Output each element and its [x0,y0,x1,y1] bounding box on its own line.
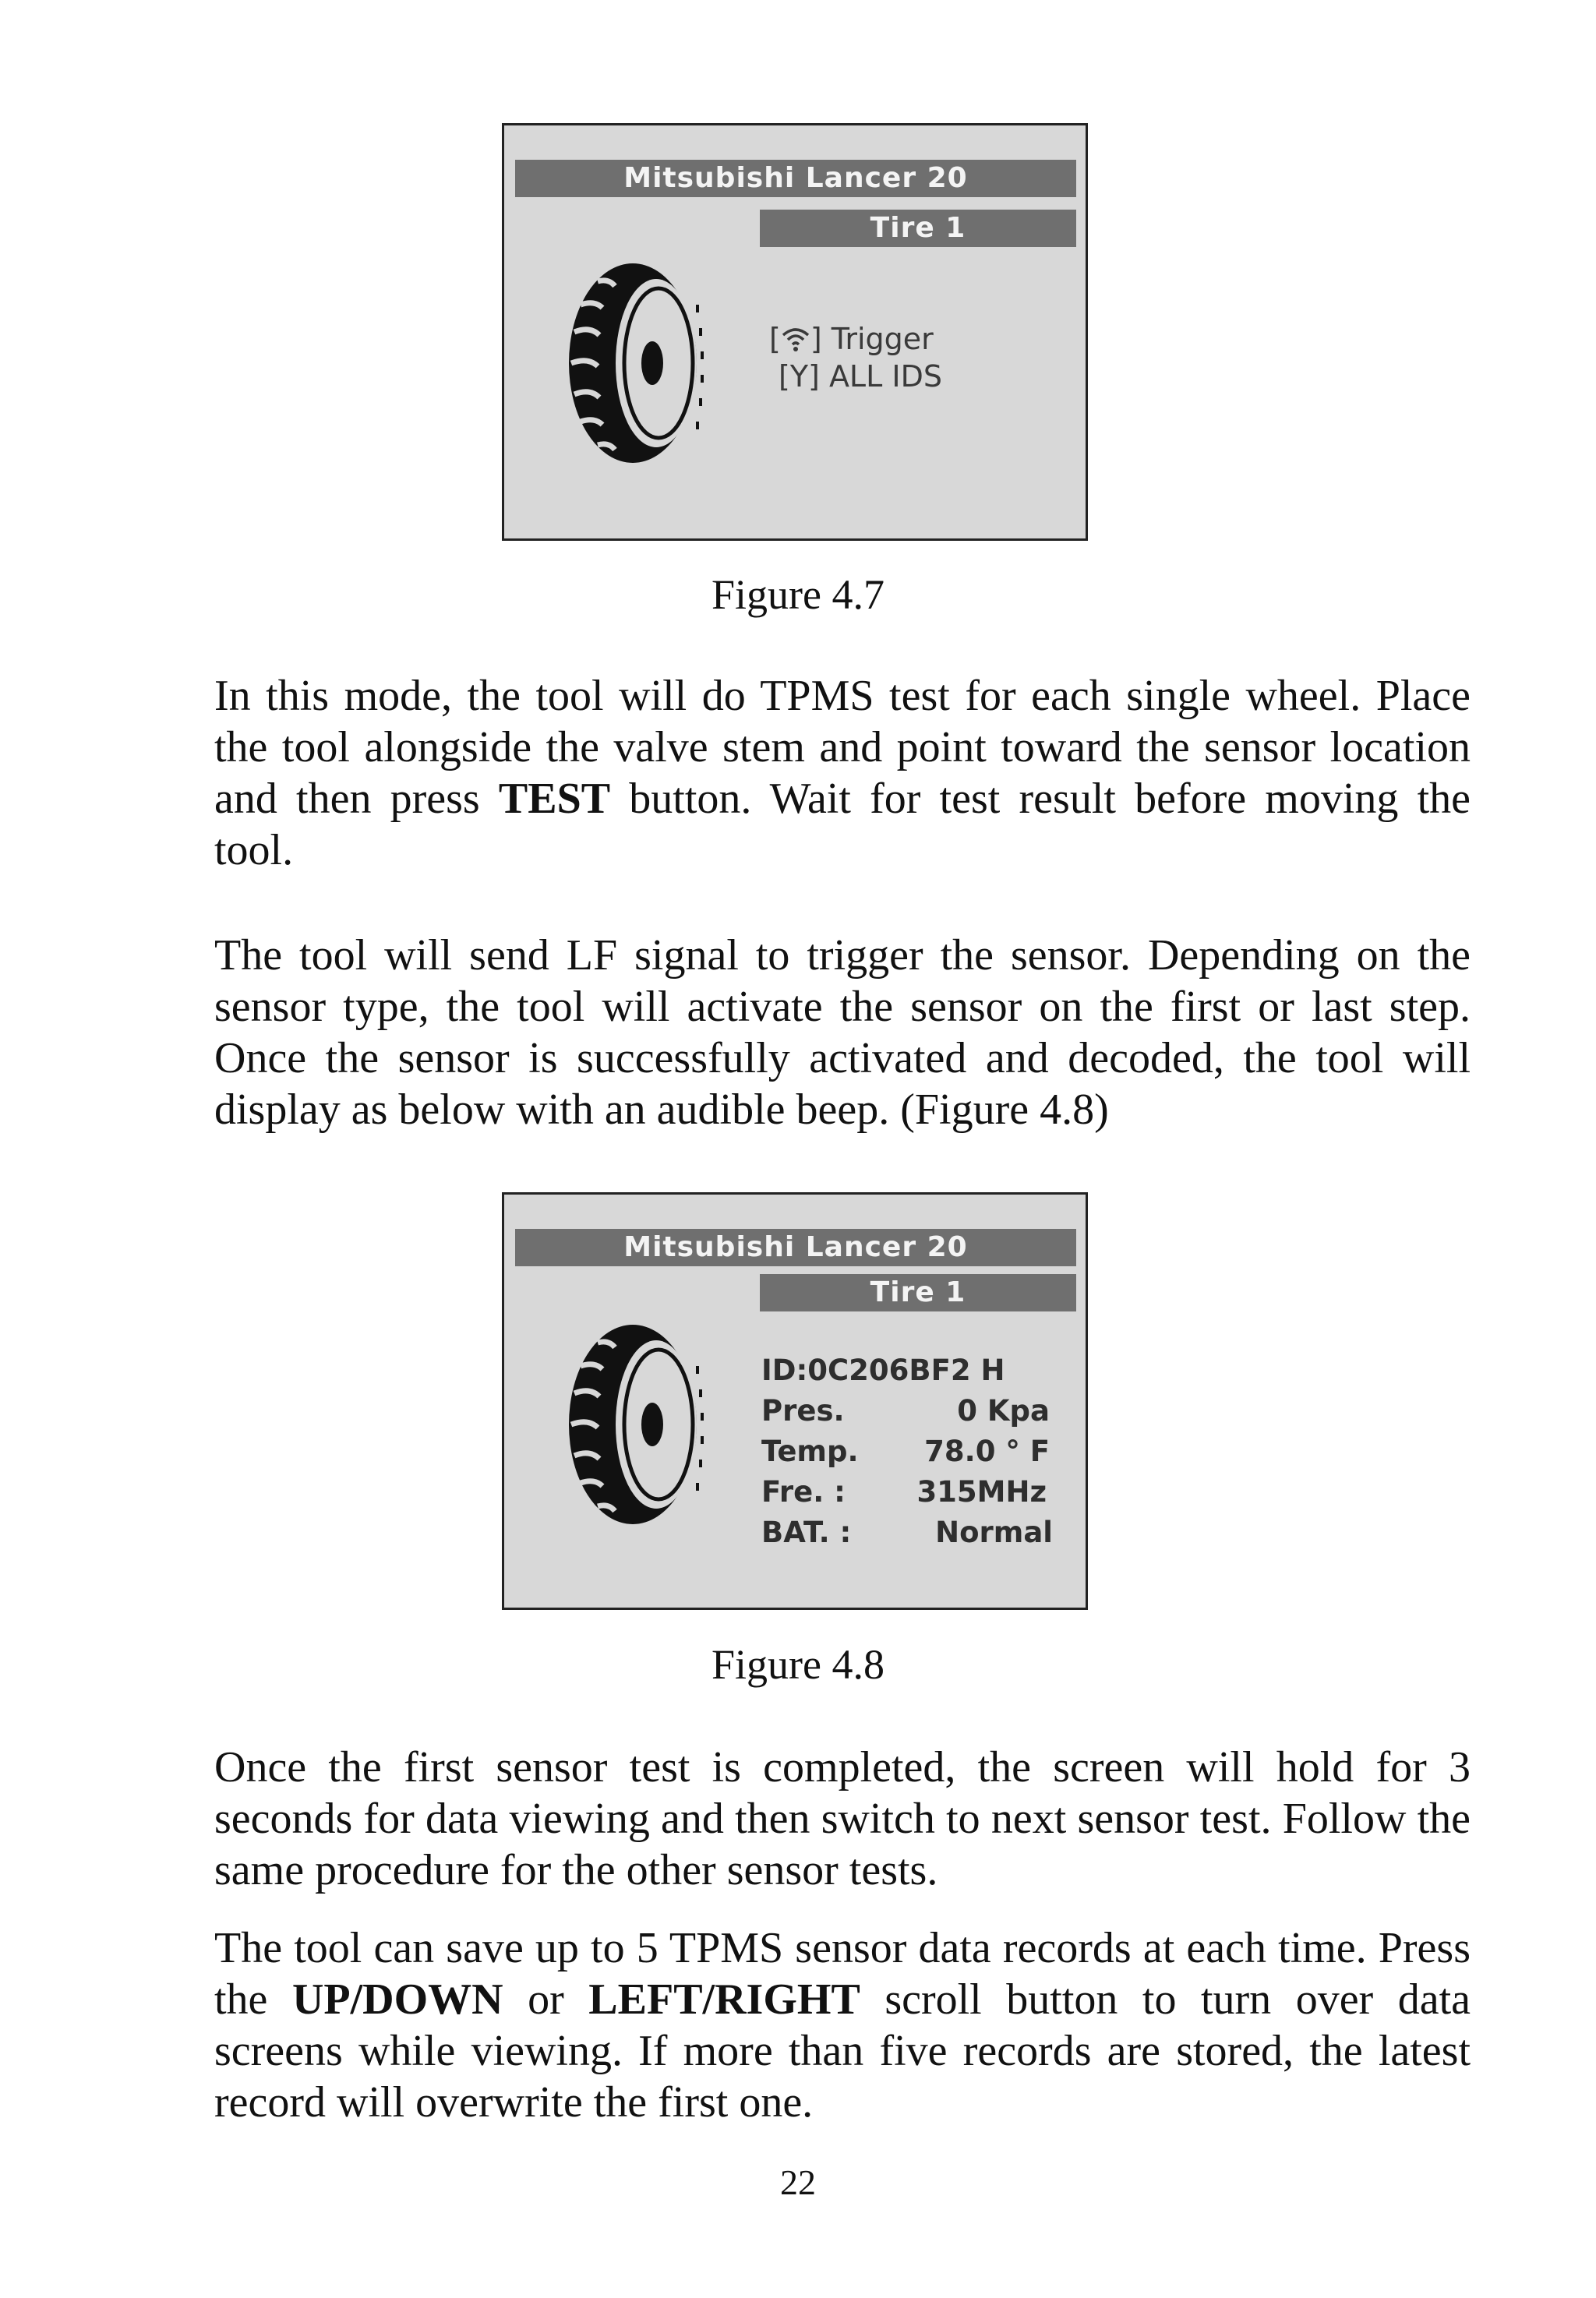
battery-row [761,1513,1053,1553]
all-ids-option: [Y] ALL IDS [779,359,942,394]
device-screen-trigger [502,123,1088,541]
frequency-value: 315MHz [916,1475,1047,1509]
battery-label: BAT. : [761,1516,852,1549]
paragraph-text: button. Wait for test result before moving the tool. [214,775,1471,874]
tire-position-header: Tire 1 [760,210,1076,247]
paragraph-text: or [503,1975,589,2024]
frequency-label: Fre. : [761,1475,846,1509]
paragraph-lf-signal: The tool will send LF signal to trigger the sensor. Depending on the sensor type, the tool will activate the sensor on the first or last step. Once the sensor is successfully activated and decoded, the tool will display as below with an audible beep. (Figure 4.8) [214,931,1471,1134]
battery-value: Normal [935,1516,1053,1549]
sensor-id: ID:0C206BF2 H [761,1354,1005,1387]
pressure-row [761,1391,1050,1431]
vehicle-model-header: Mitsubishi Lancer 20 [515,1229,1076,1266]
pressure-label: Pres. [761,1394,845,1428]
paragraph-test-mode [214,670,1471,876]
frequency-row [761,1472,1050,1513]
trigger-options [769,320,942,395]
bracket-open: [ [769,322,781,356]
temperature-value: 78.0 ° F [924,1435,1050,1468]
test-button-term: TEST [498,775,611,823]
tire-icon [567,258,715,468]
trigger-option [769,320,942,358]
paragraph-text: scroll button to turn over data screens while viewing. If more than five records are stored, the latest record will overwrite the first one. [214,1975,1471,2127]
temperature-row [761,1431,1050,1472]
vehicle-model-header: Mitsubishi Lancer 20 [515,160,1076,197]
left-right-button-term: LEFT/RIGHT [588,1975,860,2024]
sensor-id-row [761,1350,1050,1391]
wireless-signal-icon [781,326,810,352]
paragraph-text: The tool can save up to 5 TPMS sensor data records at each time. Press the [214,1924,1471,2024]
paragraph-save-records [214,1922,1471,2128]
temperature-label: Temp. [761,1435,859,1468]
pressure-value: 0 Kpa [957,1394,1050,1428]
paragraph-text: In this mode, the tool will do TPMS test for each single wheel. Place the tool alongside the valve stem and point toward the sensor location and then press [214,672,1471,823]
sensor-data-readout [761,1350,1053,1553]
tire-position-header: Tire 1 [760,1274,1076,1311]
trigger-label: ] Trigger [810,322,934,356]
up-down-button-term: UP/DOWN [291,1975,503,2024]
device-screen-sensor-data [502,1192,1088,1610]
page-number: 22 [780,2162,816,2202]
paragraph-hold-screen: Once the first sensor test is completed, the screen will hold for 3 seconds for data viewing and then switch to next sensor test. Follow the same procedure for the other sensor tests. [214,1743,1471,1894]
tire-icon [567,1319,715,1530]
figure-caption-4-7: Figure 4.7 [711,571,885,618]
figure-caption-4-8: Figure 4.8 [711,1641,885,1688]
